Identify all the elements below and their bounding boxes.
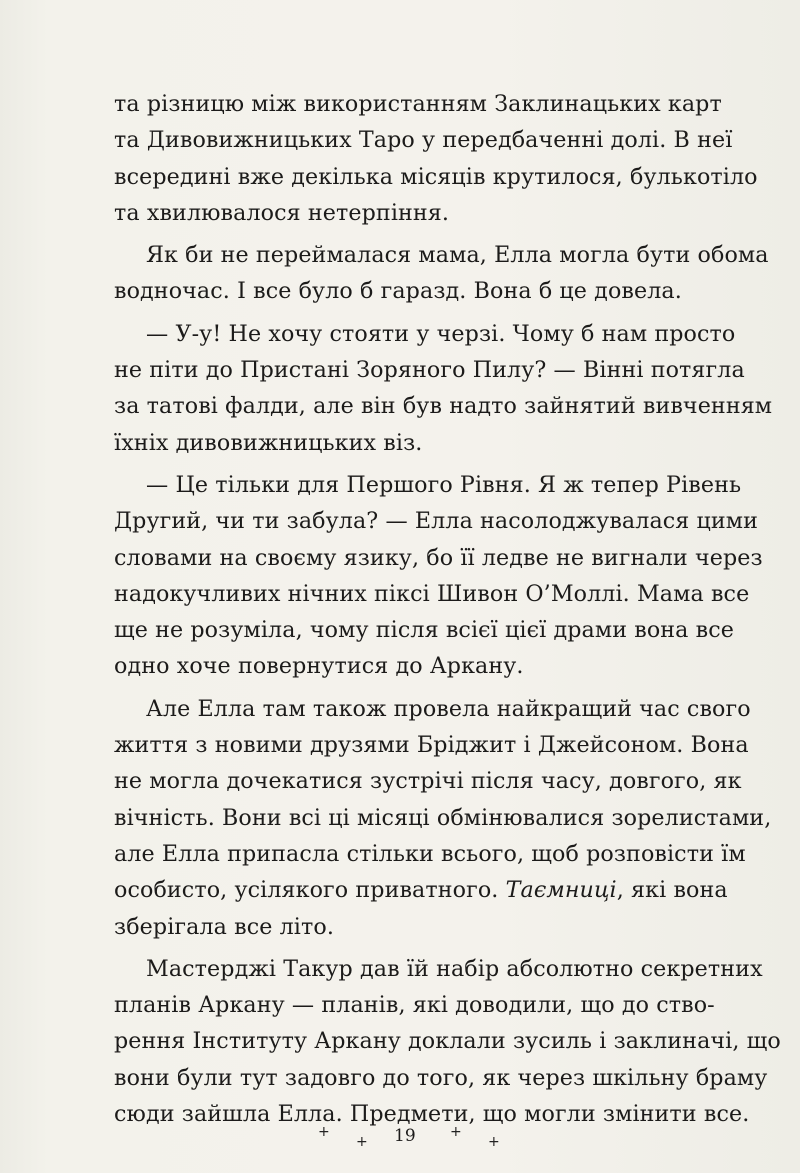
text-line: життя з новими друзями Бріджит і Джейсоном. Вона (114, 732, 749, 759)
text-line: Але Елла там також провела найкращий час свого (146, 695, 751, 722)
text-line: зберігала все літо. (114, 913, 334, 940)
text-line: словами на своєму язику, бо її ледве не вигнали через (114, 544, 763, 571)
paragraph (114, 467, 763, 685)
page-footer (0, 1120, 800, 1160)
paragraph (114, 691, 772, 945)
star-ornament-icon: + (450, 1124, 462, 1140)
text-line: не могла дочекатися зустрічі після часу, довгого, як (114, 768, 742, 795)
star-ornament-icon: + (488, 1134, 500, 1150)
paragraph (114, 237, 769, 310)
text-line: ще не розуміла, чому після всієї цієї драми вона все (114, 617, 735, 644)
emphasized-word: Таємниці (505, 877, 617, 904)
text-line: не піти до Пристані Зоряного Пилу? — Вінні потягла (114, 357, 745, 384)
text-line: водночас. І все було б гаразд. Вона б це довела. (114, 278, 682, 305)
text-segment: , які вона (616, 877, 728, 904)
paragraph (114, 316, 773, 461)
star-ornament-icon: + (318, 1124, 330, 1140)
text-line: вони були тут задовго до того, як через шкільну браму (114, 1064, 768, 1091)
text-line: Як би не переймалася мама, Елла могла бути обома (146, 242, 769, 269)
text-line: та Дивовижницьких Таро у передбаченні долі. В неї (114, 127, 733, 154)
page-body (114, 86, 781, 1132)
text-line: всередині вже декілька місяців крутилося, булькотіло (114, 163, 758, 190)
paragraph (114, 86, 758, 231)
star-ornament-icon: + (356, 1134, 368, 1150)
text-line: вічність. Вони всі ці місяці обмінювалися зорелистами, (114, 804, 772, 831)
text-line: одно хоче повернутися до Аркану. (114, 653, 524, 680)
text-line: їхніх дивовижницьких віз. (114, 429, 423, 456)
text-line-with-emphasis (114, 872, 728, 908)
text-line: за татові фалди, але він був надто зайнятий вивченням (114, 393, 773, 420)
text-line: але Елла припасла стільки всього, щоб розповісти їм (114, 840, 746, 867)
text-line: планів Аркану — планів, які доводили, що до ство- (114, 992, 715, 1019)
text-line: Другий, чи ти забула? — Елла насолоджувалася цими (114, 508, 759, 535)
text-line: та різницю між використанням Заклинацьких карт (114, 91, 722, 117)
text-line: — Це тільки для Першого Рівня. Я ж тепер Рівень (146, 471, 742, 498)
text-line: та хвилювалося нетерпіння. (114, 199, 450, 226)
page-number: 19 (394, 1126, 416, 1146)
paragraph (114, 951, 781, 1132)
text-line: рення Інституту Аркану доклали зусиль і заклиначі, що (114, 1028, 781, 1055)
text-line: — У-у! Не хочу стояти у черзі. Чому б нам просто (146, 320, 736, 347)
text-line: надокучливих нічних піксі Шивон О’Моллі. Мама все (114, 580, 750, 607)
text-line: сюди зайшла Елла. Предмети, що могли змінити все. (114, 1101, 750, 1128)
text-line: Мастерджі Такур дав їй набір абсолютно секретних (146, 955, 763, 982)
text-segment: особисто, усілякого приватного. (114, 877, 499, 904)
